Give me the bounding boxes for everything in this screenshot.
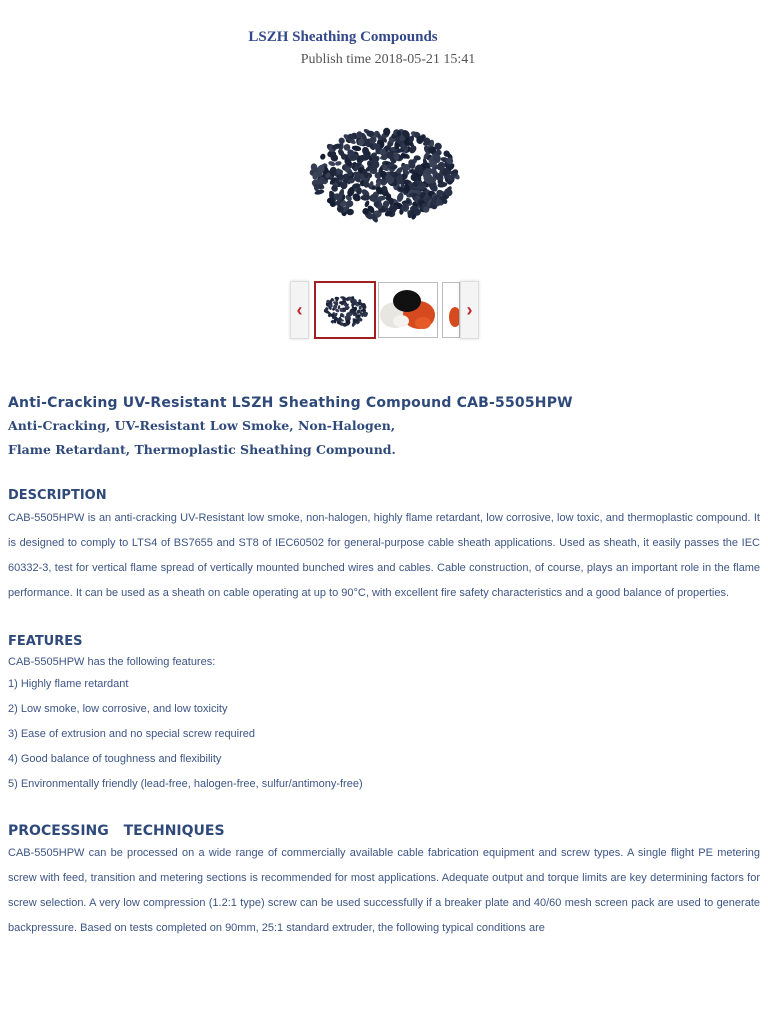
feature-item: 5) Environmentally friendly (lead-free, halogen-free, sulfur/antimony-free) (8, 778, 363, 790)
thumbnail-red-pellets[interactable] (442, 282, 460, 338)
processing-text: CAB-5505HPW can be processed on a wide range of commercially available cable fabrication equipment and screw types. A single flight PE metering screw with feed, transition and metering sections is recommended for most applications. Adequate output and torque limits are key determining factors for screw selection. A very low compression (1.2:1 type) screw can be used successfully if a breaker plate and 40/60 mesh screen pack are used to generate backpressure. Based on tests completed on 90mm, 25:1 standard extruder, the following typical conditions are (8, 847, 760, 934)
features-heading: FEATURES (8, 634, 83, 649)
feature-item: 3) Ease of extrusion and no special screw required (8, 728, 256, 740)
feature-item: 4) Good balance of toughness and flexibility (8, 753, 222, 765)
chevron-right-icon: › (466, 299, 473, 320)
product-heading: Anti-Cracking UV-Resistant LSZH Sheathing Compound CAB-5505HPW (8, 395, 573, 411)
description-heading: DESCRIPTION (8, 488, 107, 503)
description-text: CAB-5505HPW is an anti-cracking UV-Resistant low smoke, non-halogen, highly flame retardant, low corrosive, low toxic, and thermoplastic compound. It is designed to comply to LTS4 of BS7655 and ST8 of IEC60502 for general-purpose cable sheath applications. Used as sheath, it easily passes the IEC 60332-3, test for vertical flame spread of vertically mounted bunched wires and cables. Cable construction, of course, plays an important role in the flame performance. It can be used as a sheath on cable operating at up to 90°C, with excellent fire safety characteristics and a good balance of properties. (8, 512, 760, 599)
article-body (8, 392, 760, 941)
feature-item: 1) Highly flame retardant (8, 678, 129, 690)
gallery-prev-button[interactable] (290, 281, 309, 339)
page-title: LSZH Sheathing Compounds (248, 29, 438, 45)
feature-item: 2) Low smoke, low corrosive, and low toxicity (8, 703, 228, 715)
product-main-image (290, 103, 480, 253)
chevron-left-icon: ‹ (296, 299, 303, 320)
thumbnail-gallery (290, 281, 478, 339)
gallery-next-button[interactable] (460, 281, 479, 339)
processing-heading: PROCESSING TECHNIQUES (8, 823, 225, 839)
features-intro: CAB-5505HPW has the following features: (8, 656, 216, 668)
product-subtitle-line2: Flame Retardant, Thermoplastic Sheathing Compound. (8, 442, 396, 457)
product-subtitle-line1: Anti-Cracking, UV-Resistant Low Smoke, Non-Halogen, (8, 418, 396, 433)
thumbnail-black-pellets[interactable] (314, 281, 376, 339)
thumbnail-mixed-color-pellets[interactable] (378, 282, 438, 338)
publish-time: Publish time 2018-05-21 15:41 (300, 52, 476, 67)
